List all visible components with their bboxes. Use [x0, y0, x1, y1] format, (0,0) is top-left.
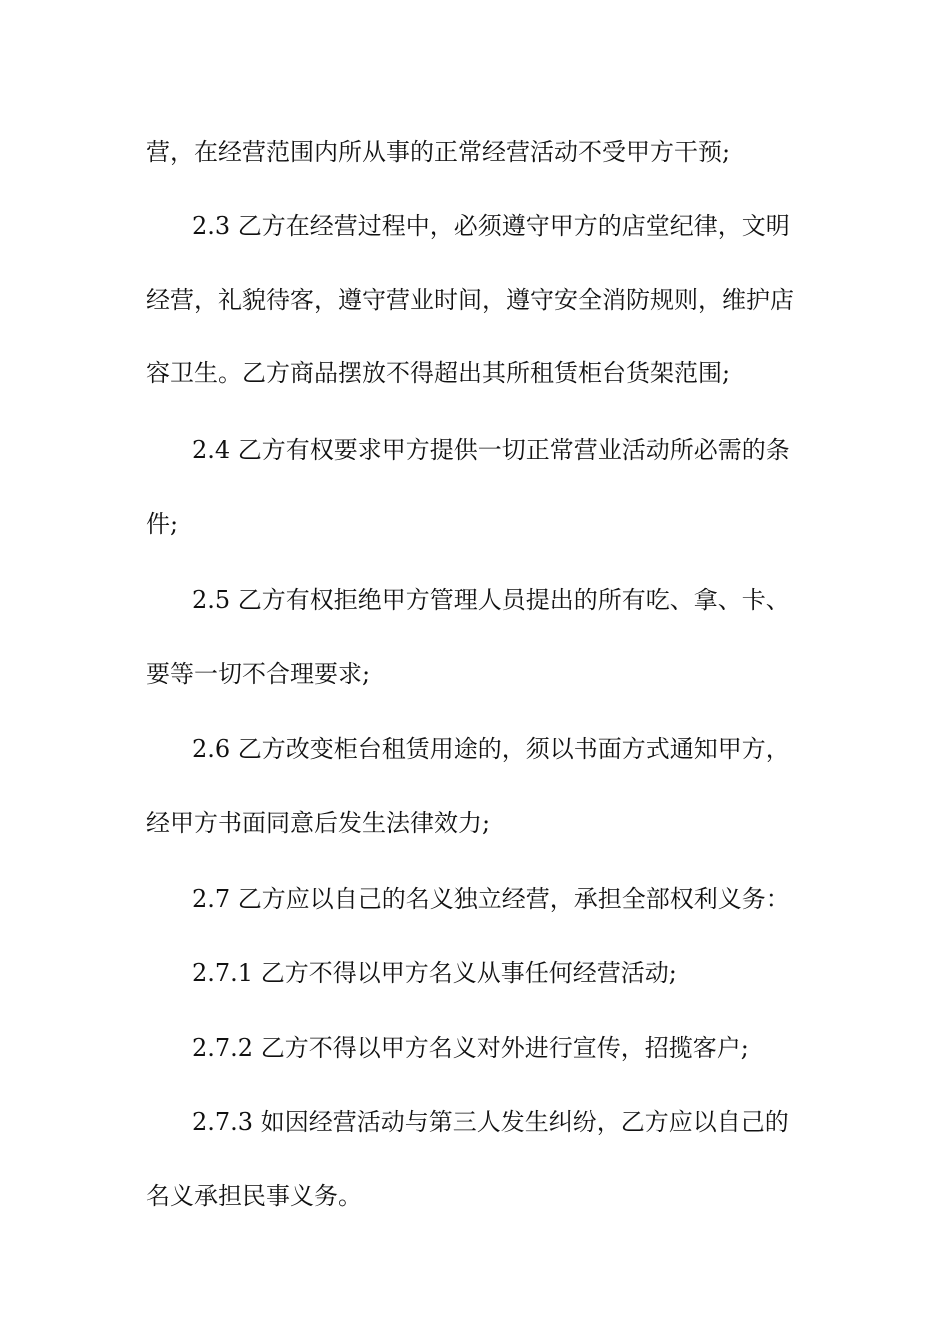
text-line: 经甲方书面同意后发生法律效力;: [146, 809, 491, 837]
text-line: 2.7.3 如因经营活动与第三人发生纠纷，乙方应以自己的: [192, 1108, 789, 1136]
text-line: 2.5 乙方有权拒绝甲方管理人员提出的所有吃、拿、卡、: [192, 586, 790, 614]
text-line: 经营，礼貌待客，遵守营业时间，遵守安全消防规则，维护店: [146, 286, 794, 314]
text-line: 名义承担民事义务。: [146, 1182, 362, 1210]
text-line: 2.7.1 乙方不得以甲方名义从事任何经营活动;: [192, 959, 677, 987]
text-line: 2.3 乙方在经营过程中，必须遵守甲方的店堂纪律，文明: [192, 212, 790, 240]
text-line: 2.7.2 乙方不得以甲方名义对外进行宣传，招揽客户;: [192, 1034, 749, 1062]
text-line: 要等一切不合理要求;: [146, 660, 371, 688]
text-line: 2.7 乙方应以自己的名义独立经营，承担全部权利义务：: [192, 885, 790, 913]
text-line: 件;: [146, 510, 179, 538]
text-line: 2.6 乙方改变柜台租赁用途的，须以书面方式通知甲方，: [192, 735, 790, 763]
text-line: 2.4 乙方有权要求甲方提供一切正常营业活动所必需的条: [192, 436, 790, 464]
text-line: 容卫生。乙方商品摆放不得超出其所租赁柜台货架范围;: [146, 359, 731, 387]
text-line: 营，在经营范围内所从事的正常经营活动不受甲方干预;: [146, 138, 731, 166]
